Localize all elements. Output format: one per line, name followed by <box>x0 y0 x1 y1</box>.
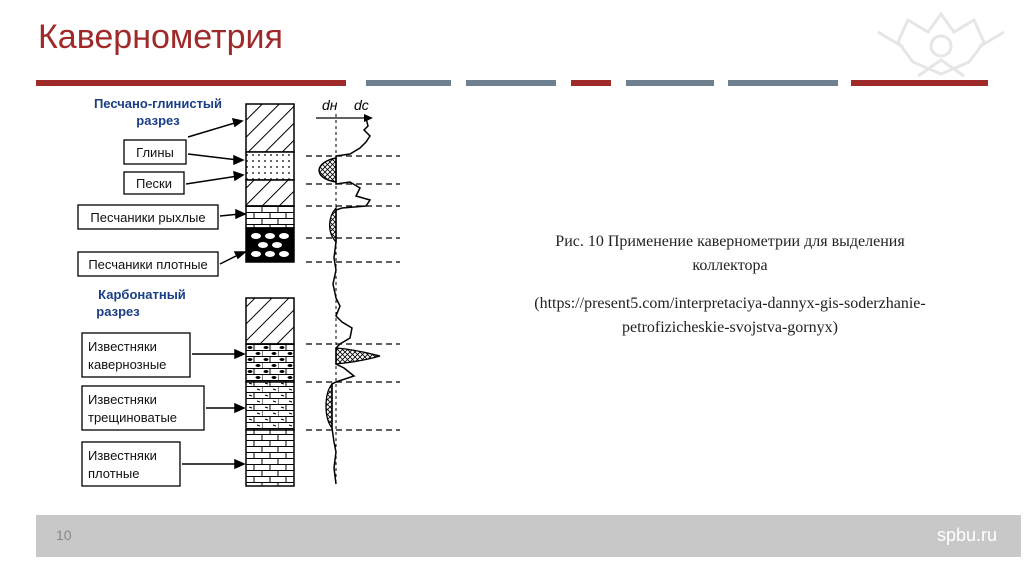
page-number: 10 <box>56 527 72 543</box>
caption-line-2: коллектора <box>692 257 768 274</box>
label-dense-sandstone: Песчаники плотные <box>88 257 208 272</box>
label-dense-limestone-1: Известняки <box>88 448 157 463</box>
label-dense-limestone-2: плотные <box>88 466 140 481</box>
label-clays: Глины <box>136 145 174 160</box>
section-sand-title-2: разрез <box>136 113 180 128</box>
header-divider <box>36 80 988 86</box>
label-fractured-limestone-1: Известняки <box>88 392 157 407</box>
site-link[interactable]: spbu.ru <box>936 525 997 545</box>
figure-caption <box>470 230 990 340</box>
cavernometry-diagram <box>70 92 430 492</box>
label-fractured-limestone-2: трещиноватые <box>88 410 178 425</box>
label-sands: Пески <box>135 176 173 191</box>
section-sand-title-1: Песчано-глинистый <box>93 96 223 111</box>
label-cavernous-limestone-1: Известняки <box>88 339 157 354</box>
caption-url-1: (https://present5.com/interpretaciya-dannyx-gis-soderzhanie- <box>534 295 926 312</box>
axis-label-dn: dн <box>322 97 338 113</box>
label-loose-sandstone: Песчаники рыхлые <box>90 210 206 225</box>
caption-line-1: Рис. 10 Применение кавернометрии для выделения <box>555 233 905 250</box>
caption-url-2: petrofizicheskie-svojstva-gornyx) <box>622 319 838 336</box>
slide-title: Кавернометрия <box>38 18 283 56</box>
footer-bar <box>36 515 1021 557</box>
section-carbonate-title-2: разрез <box>96 304 140 319</box>
emblem-logo <box>858 2 1024 84</box>
axis-label-dc: dс <box>354 97 369 113</box>
section-carbonate-title-1: Карбонатный <box>98 287 186 302</box>
label-cavernous-limestone-2: кавернозные <box>88 357 167 372</box>
